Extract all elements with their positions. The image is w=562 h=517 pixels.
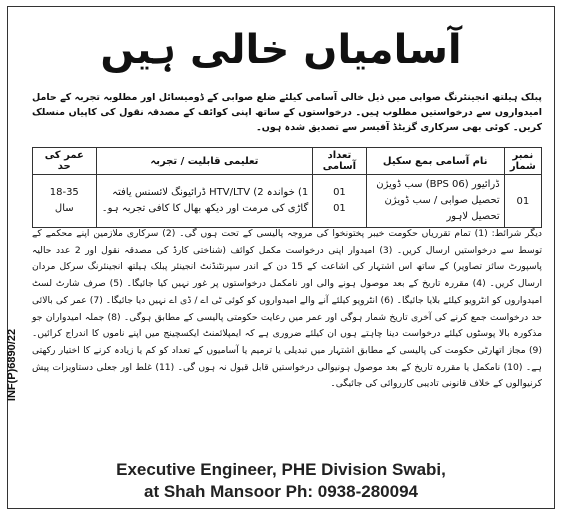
cell-post: [366, 175, 504, 228]
ad-code: [3, 310, 21, 420]
age-unit: سال: [54, 203, 74, 214]
header-qualification: تعلیمی قابلیت / تجربہ: [96, 148, 313, 175]
post-line-2: تحصیل صوابی / سب ڈویژن تحصیل لاہور: [384, 195, 500, 222]
vacancy-table: [32, 147, 542, 228]
headline: آسامیاں خالی ہیں: [100, 27, 462, 73]
table-header-row: [33, 148, 542, 175]
header-post: نام آسامی بمع سکیل: [366, 148, 504, 175]
cell-qualification: [96, 175, 313, 228]
cell-count: [313, 175, 366, 228]
cell-serial: 01: [504, 175, 541, 228]
table-row: [33, 175, 542, 228]
header-count: تعداد آسامی: [313, 148, 366, 175]
count-line-2: 01: [333, 203, 346, 214]
footer-office: Executive Engineer, PHE Division Swabi,: [116, 460, 446, 479]
ad-code-text: INF(P)6890/22: [6, 328, 18, 402]
intro-paragraph: پبلک ہیلتھ انجینئرنگ صوابی میں ذیل خالی آسامی کیلئے ضلع صوابی کے ڈومیسائل اور مطلوبہ تجربہ کے حامل امیدواروں سے درخواستیں مطلوب ہیں۔ درخواستوں کے ساتھ اپنی کوائف کے مصدقہ نقول کی کاپیاں منسلک کریں۔ کوئی بھی سرکاری گزیٹڈ آفیسر سے تصدیق شدہ ہوں۔: [32, 92, 542, 133]
footer-contact: [0, 459, 562, 503]
qualification-line-1: 1) خواندہ 2) HTV/LTV ڈرائیونگ لائسنس یافتہ: [112, 187, 309, 198]
header-age: عمر کی حد: [33, 148, 97, 175]
count-line-1: 01: [333, 187, 346, 198]
header-serial: نمبر شمار: [504, 148, 541, 175]
post-line-1: ڈرائیور (BPS 06) سب ڈویژن: [376, 179, 500, 190]
footer-address-phone: at Shah Mansoor Ph: 0938-280094: [143, 482, 418, 501]
cell-age: [33, 175, 97, 228]
terms-and-conditions: دیگر شرائط: (1) تمام تقرریاں حکومت خیبر پختونخوا کی مروجہ پالیسی کے تحت ہوں گی۔ (2) سرکاری ملازمین اپنے محکمے کے توسط سے درخواستیں ارسال کریں۔ (3) امیدوار اپنی درخواست مکمل کوائف (شناختی کارڈ کی مصدقہ نقول اور 2 عدد حالیہ پاسپورٹ سائز تصاویر) کے ساتھ اس اشتہار کی اشاعت کے 15 دن کے اندر سپرنٹنڈنٹ انجینئر پبلک ہیلتھ انجینئرنگ سرکل مردان ارسال کریں۔ (4) مقررہ تاریخ کے بعد موصول ہونے والی اور نامکمل درخواستوں پر غور نہیں کیا جائیگا۔ (5) صرف شارٹ لسٹ امیدواروں کو انٹرویو کیلئے بلایا جائیگا۔ (6) انٹرویو کیلئے آنے والے امیدواروں کو کوئی ٹی اے / ڈی اے نہیں دیا جائیگا۔ (7) عمر کی بالائی حد درخواست جمع کرنے کی آخری تاریخ شمار ہوگی اور عمر میں رعایت حکومتی پالیسی کے مطابق ہوگی۔ (8) جملہ امیدواران جو مذکورہ بالا پوسٹوں کیلئے درخواست دینا چاہتے ہوں ان کیلئے ضروری ہے کہ ایمپلائمنٹ ایکسچینج میں اپنے ناموں کا اندراج کرائیں۔ (9) مجاز اتھارٹی حکومت کی پالیسی کے مطابق اشتہار میں تبدیلی یا ترمیم یا آسامیوں کے تعداد کو کم یا زیادہ کرنے کا اختیار رکھتی ہے۔ (10) نامکمل یا مقررہ تاریخ کے بعد موصول ہونیوالی درخواستیں قابل قبول نہ ہوں گی۔ (11) غلط اور جعلی دستاویزات پیش کرنیوالوں کے خلاف قانونی تادیبی کارروائی کی جائیگی۔: [32, 228, 542, 390]
qualification-line-2: گاڑی کی مرمت اور دیکھ بھال کا کافی تجربہ ہو۔: [101, 203, 309, 214]
age-range: 18-35: [49, 187, 79, 198]
